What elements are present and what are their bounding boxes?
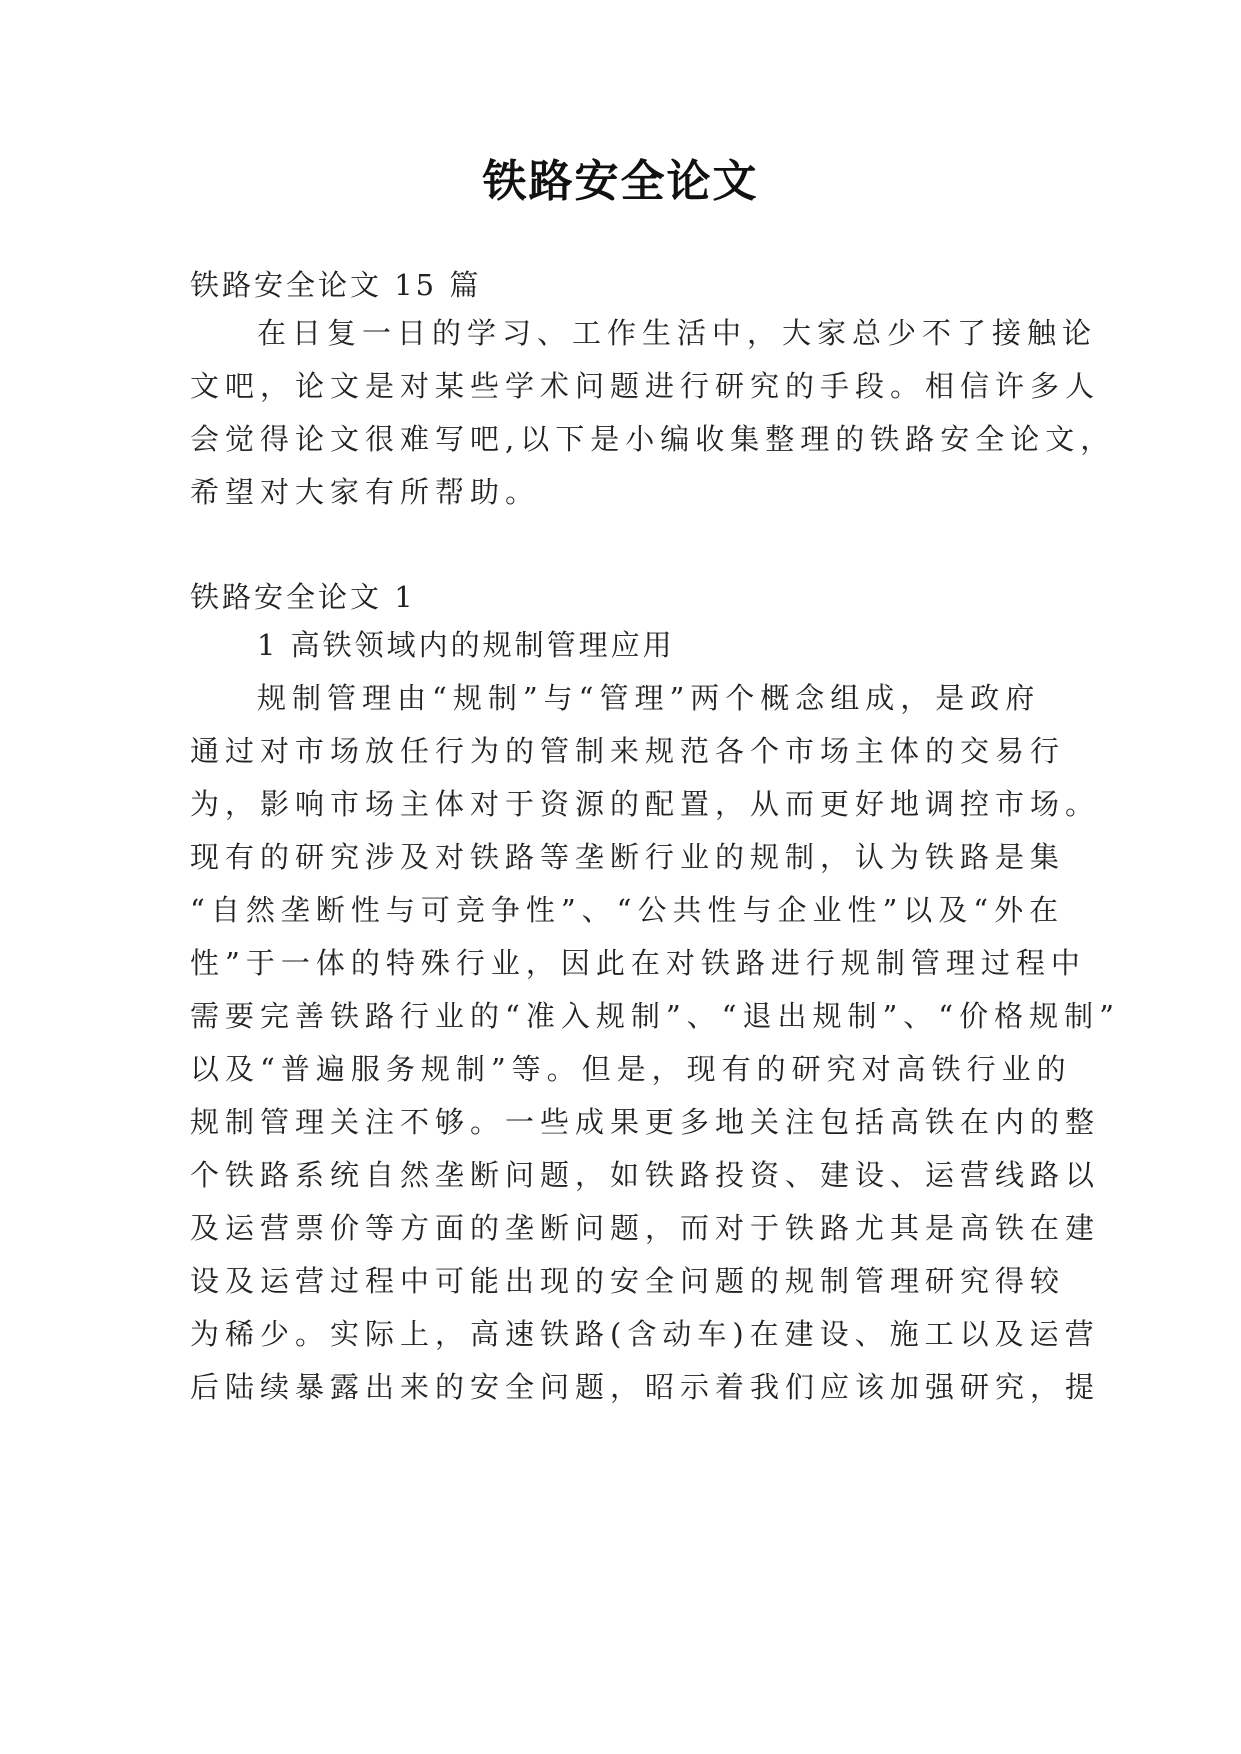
section-1-heading: 铁路安全论文 1 [190,580,416,614]
body-line: 通过对市场放任行为的管制来规范各个市场主体的交易行 [190,734,1066,768]
intro-line: 希望对大家有所帮助。 [190,475,541,509]
intro-line: 文吧，论文是对某些学术问题进行研究的手段。相信许多人 [190,369,1101,403]
body-line: “自然垄断性与可竞争性”、“公共性与企业性”以及“外在 [190,893,1065,927]
body-line: 以及“普遍服务规制”等。但是，现有的研究对高铁行业的 [190,1052,1072,1086]
body-line: 为，影响市场主体对于资源的配置，从而更好地调控市场。 [190,787,1101,821]
body-line: 性”于一体的特殊行业，因此在对铁路进行规制管理过程中 [190,946,1086,980]
intro-line: 会觉得论文很难写吧,以下是小编收集整理的铁路安全论文， [190,422,1116,456]
body-line: 规制管理关注不够。一些成果更多地关注包括高铁在内的整 [190,1105,1101,1139]
intro-line: 在日复一日的学习、工作生活中，大家总少不了接触论 [257,316,1098,350]
body-line: 个铁路系统自然垄断问题，如铁路投资、建设、运营线路以 [190,1158,1101,1192]
body-line: 需要完善铁路行业的“准入规制”、“退出规制”、“价格规制” [190,999,1120,1033]
section-1-subheading: 1 高铁领域内的规制管理应用 [257,628,675,662]
document-subtitle: 铁路安全论文 15 篇 [190,268,482,302]
document-title: 铁路安全论文 [482,156,759,207]
body-line: 现有的研究涉及对铁路等垄断行业的规制，认为铁路是集 [190,840,1066,874]
body-line: 及运营票价等方面的垄断问题，而对于铁路尤其是高铁在建 [190,1211,1101,1245]
body-line: 后陆续暴露出来的安全问题，昭示着我们应该加强研究，提 [190,1370,1101,1404]
body-line: 为稀少。实际上，高速铁路(含动车)在建设、施工以及运营 [190,1317,1100,1351]
body-line: 设及运营过程中可能出现的安全问题的规制管理研究得较 [190,1264,1066,1298]
body-line: 规制管理由“规制”与“管理”两个概念组成，是政府 [257,681,1041,715]
